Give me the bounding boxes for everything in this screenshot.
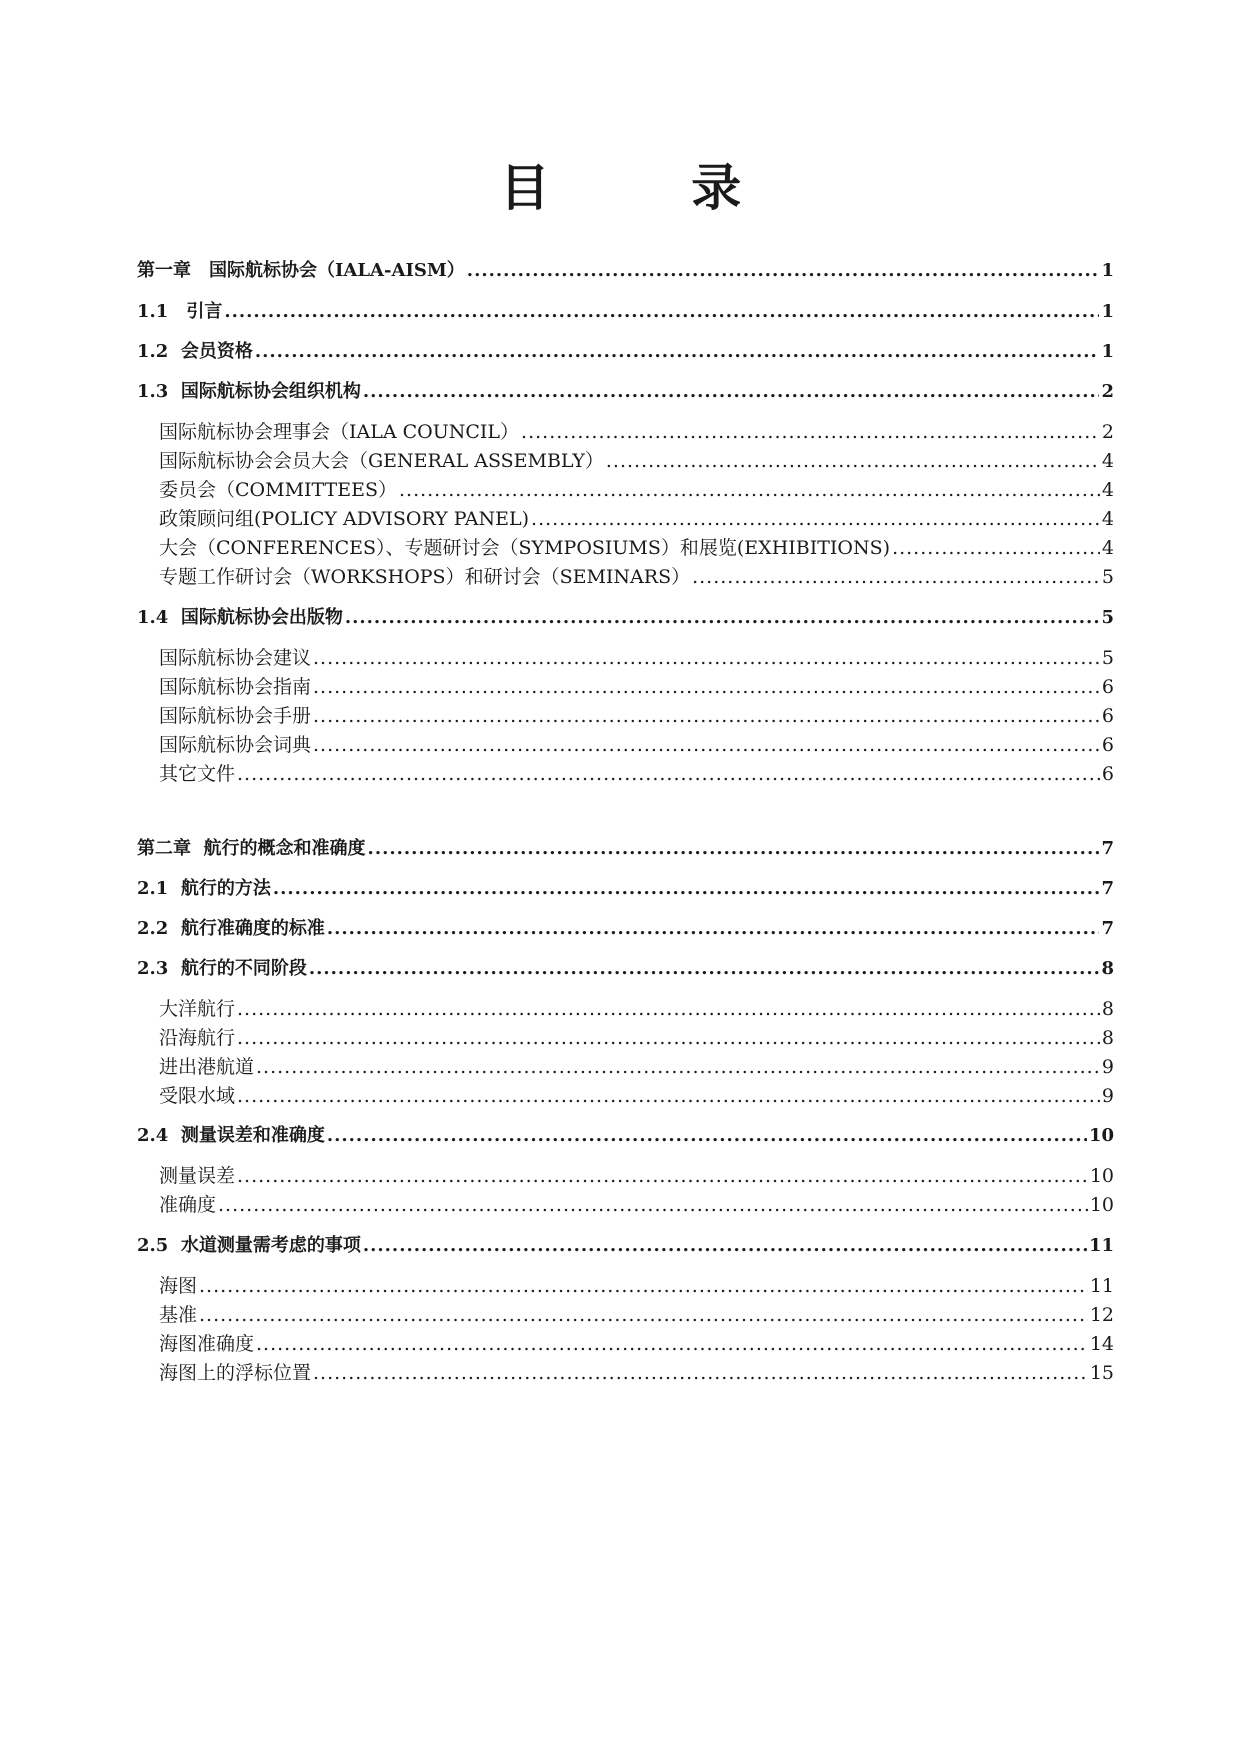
toc-page-number: 5: [1101, 647, 1114, 669]
toc-entry[interactable]: [137, 507, 1114, 531]
toc-leader-dots: [606, 449, 1100, 473]
toc-entry-text: 2.4 测量误差和准确度: [137, 1125, 325, 1146]
toc-leader-dots: [313, 1361, 1088, 1385]
toc-page-number: 10: [1088, 1125, 1114, 1146]
toc-entry[interactable]: [137, 478, 1114, 502]
toc-leader-dots: [256, 1332, 1088, 1356]
toc-entry[interactable]: [137, 997, 1114, 1021]
toc-entry-text: 海图准确度: [159, 1333, 255, 1355]
toc-entry[interactable]: [137, 340, 1114, 364]
toc-entry-text: 政策顾问组(POLICY ADVISORY PANEL): [159, 508, 530, 530]
toc-leader-dots: [313, 733, 1100, 757]
toc-leader-dots: [345, 606, 1100, 630]
toc-leader-dots: [313, 646, 1100, 670]
toc-page-number: 14: [1089, 1333, 1114, 1355]
toc-page-number: 1: [1101, 260, 1114, 281]
toc-page-number: 2: [1101, 381, 1114, 402]
toc-leader-dots: [237, 997, 1100, 1021]
toc-entry-text: 专题工作研讨会（WORKSHOPS）和研讨会（SEMINARS）: [159, 566, 691, 588]
toc-entry[interactable]: [137, 1164, 1114, 1188]
toc-page-number: 6: [1101, 676, 1114, 698]
toc-entry[interactable]: [137, 877, 1114, 901]
toc-entry[interactable]: [137, 675, 1114, 699]
toc-page-number: 6: [1101, 763, 1114, 785]
page-title: 目 录: [499, 158, 804, 217]
toc-page-number: 1: [1101, 301, 1114, 322]
toc-entry-text: 2.5 水道测量需考虑的事项: [137, 1235, 361, 1256]
toc-entry-text: 2.1 航行的方法: [137, 878, 271, 899]
toc-entry-text: 国际航标协会建议: [159, 647, 312, 669]
toc-entry[interactable]: [137, 733, 1114, 757]
toc-entry[interactable]: [137, 259, 1114, 283]
toc-entry[interactable]: [137, 1055, 1114, 1079]
toc-page-number: 9: [1101, 1085, 1114, 1107]
toc-entry-text: 海图: [159, 1275, 198, 1297]
toc-entry[interactable]: [137, 1361, 1114, 1385]
toc-page-number: 7: [1101, 838, 1114, 859]
toc-entry[interactable]: [137, 1026, 1114, 1050]
toc-leader-dots: [237, 762, 1100, 786]
toc-entry-text: 大洋航行: [159, 998, 236, 1020]
toc-leader-dots: [892, 536, 1100, 560]
toc-entry-text: 测量误差: [159, 1165, 236, 1187]
toc-leader-dots: [218, 1193, 1088, 1217]
toc-entry-text: 委员会（COMMITTEES）: [159, 479, 397, 501]
toc-entry-text: 1.1 引言: [137, 301, 223, 322]
toc-leader-dots: [237, 1026, 1100, 1050]
toc-entry[interactable]: [137, 1303, 1114, 1327]
toc-page-number: 7: [1101, 878, 1114, 899]
toc-leader-dots: [255, 340, 1100, 364]
toc-page-number: 5: [1101, 607, 1114, 628]
toc-page-number: 4: [1101, 537, 1114, 559]
toc-entry-text: 沿海航行: [159, 1027, 236, 1049]
toc-leader-dots: [399, 478, 1100, 502]
toc-page-number: 8: [1101, 958, 1114, 979]
toc-entry[interactable]: [137, 536, 1114, 560]
toc-leader-dots: [237, 1164, 1088, 1188]
toc-entry[interactable]: [137, 837, 1114, 861]
toc-page-number: 11: [1088, 1235, 1114, 1256]
toc-leader-dots: [199, 1274, 1088, 1298]
toc-leader-dots: [237, 1084, 1100, 1108]
toc-page-number: 4: [1101, 479, 1114, 501]
toc-page-number: 4: [1101, 450, 1114, 472]
toc-page-number: 9: [1101, 1056, 1114, 1078]
toc-page-number: 5: [1101, 566, 1114, 588]
toc-entry-text: 1.3 国际航标协会组织机构: [137, 381, 361, 402]
toc-entry[interactable]: [137, 1124, 1114, 1148]
toc-page-number: 10: [1089, 1194, 1114, 1216]
toc-leader-dots: [467, 259, 1100, 283]
toc-entry-text: 2.3 航行的不同阶段: [137, 958, 307, 979]
toc-entry[interactable]: [137, 1274, 1114, 1298]
toc-page-number: 7: [1101, 918, 1114, 939]
toc-page-number: 15: [1089, 1362, 1114, 1384]
toc-entry-text: 基准: [159, 1304, 198, 1326]
toc-leader-dots: [199, 1303, 1088, 1327]
toc-leader-dots: [363, 380, 1100, 404]
toc-page-number: 6: [1101, 705, 1114, 727]
toc-entry[interactable]: [137, 565, 1114, 589]
toc-entry-text: 进出港航道: [159, 1056, 255, 1078]
toc-entry[interactable]: [137, 606, 1114, 630]
toc-entry[interactable]: [137, 917, 1114, 941]
toc-page-number: 4: [1101, 508, 1114, 530]
toc-page-number: 6: [1101, 734, 1114, 756]
toc-entry[interactable]: [137, 300, 1114, 324]
toc-leader-dots: [368, 837, 1100, 861]
toc-entry-text: 2.2 航行准确度的标准: [137, 918, 325, 939]
toc-leader-dots: [256, 1055, 1100, 1079]
toc-entry-text: 海图上的浮标位置: [159, 1362, 312, 1384]
toc-leader-dots: [363, 1234, 1087, 1258]
toc-entry[interactable]: [137, 646, 1114, 670]
toc-leader-dots: [224, 300, 1099, 324]
toc-page-number: 11: [1089, 1275, 1114, 1297]
toc-entry[interactable]: [137, 704, 1114, 728]
toc-leader-dots: [273, 877, 1100, 901]
toc-page-number: 1: [1101, 341, 1114, 362]
toc-entry[interactable]: [137, 1234, 1114, 1258]
toc-entry-text: 国际航标协会会员大会（GENERAL ASSEMBLY）: [159, 450, 604, 472]
toc-entry-text: 国际航标协会指南: [159, 676, 312, 698]
toc-entry-text: 国际航标协会理事会（IALA COUNCIL）: [159, 421, 520, 443]
toc-entry-text: 第二章 航行的概念和准确度: [137, 838, 366, 859]
toc-entry[interactable]: [137, 380, 1114, 404]
toc-entry[interactable]: [137, 1084, 1114, 1108]
toc-entry-text: 国际航标协会手册: [159, 705, 312, 727]
toc-leader-dots: [692, 565, 1100, 589]
toc-entry[interactable]: [137, 449, 1114, 473]
toc-entry-text: 受限水域: [159, 1085, 236, 1107]
toc-page-number: 12: [1089, 1304, 1114, 1326]
toc-leader-dots: [531, 507, 1100, 531]
toc-entry[interactable]: [137, 1332, 1114, 1356]
toc-entry[interactable]: [137, 420, 1114, 444]
toc-entry-text: 大会（CONFERENCES）、专题研讨会（SYMPOSIUMS）和展览(EXHIBITIONS): [159, 537, 891, 559]
toc-entry-text: 国际航标协会词典: [159, 734, 312, 756]
toc-entry-text: 其它文件: [159, 763, 236, 785]
toc-page-number: 8: [1101, 998, 1114, 1020]
toc-leader-dots: [309, 957, 1100, 981]
toc-page-number: 2: [1101, 421, 1114, 443]
toc-page-number: 10: [1089, 1165, 1114, 1187]
toc-entry[interactable]: [137, 1193, 1114, 1217]
toc-leader-dots: [327, 1124, 1087, 1148]
toc-leader-dots: [521, 420, 1100, 444]
toc-page-number: 8: [1101, 1027, 1114, 1049]
toc-leader-dots: [313, 675, 1100, 699]
toc-leader-dots: [327, 917, 1100, 941]
toc-entry-text: 1.2 会员资格: [137, 341, 253, 362]
toc-entry[interactable]: [137, 762, 1114, 786]
toc-entry-text: 第一章 国际航标协会（IALA-AISM）: [137, 260, 465, 281]
toc-entry-text: 1.4 国际航标协会出版物: [137, 607, 343, 628]
toc-entry[interactable]: [137, 957, 1114, 981]
toc-leader-dots: [313, 704, 1100, 728]
toc-entry-text: 准确度: [159, 1194, 217, 1216]
